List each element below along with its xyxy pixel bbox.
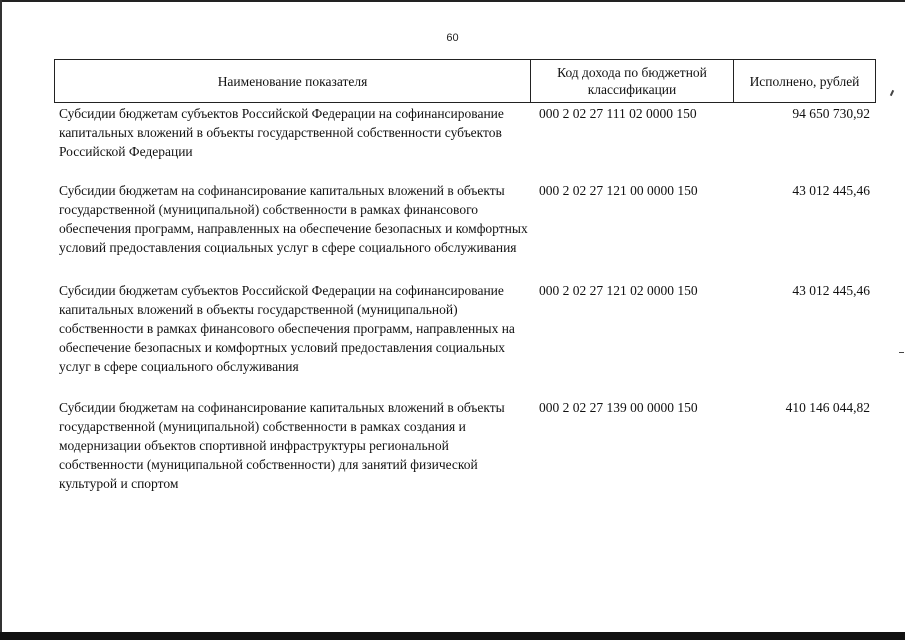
row-code: 000 2 02 27 139 00 0000 150: [539, 400, 698, 415]
header-code: Код дохода по бюджетной классификации: [531, 60, 734, 102]
header-name: Наименование показателя: [55, 60, 531, 102]
scan-mark: [899, 352, 904, 353]
row-name: Субсидии бюджетам субъектов Российской Федерации на софинансирование капитальных вложений в объекты государственной собственности субъектов Российской Федерации: [59, 106, 504, 159]
row-code: 000 2 02 27 121 00 0000 150: [539, 183, 698, 198]
header-amount: Исполнено, рублей: [749, 73, 860, 89]
scan-mark: [890, 90, 894, 96]
row-name: Субсидии бюджетам на софинансирование капитальных вложений в объекты государственной (муниципальной) собственности в рамках финансового обеспечения программ, направленных на обеспечение безопасных и комфортных условий предоставления социальных услуг в сфере социального обслуживания: [59, 183, 528, 255]
row-code: 000 2 02 27 121 02 0000 150: [539, 283, 698, 298]
scan-edge-left: [0, 0, 2, 640]
page-number: 60: [446, 32, 459, 44]
row-code: 000 2 02 27 111 02 0000 150: [539, 106, 697, 121]
row-name: Субсидии бюджетам субъектов Российской Федерации на софинансирование капитальных вложений в объекты государственной (муниципальной) собственности в рамках финансового обеспечения программ, направленных на обеспечение безопасных и комфортных условий предоставления социальных услуг в сфере социального обслуживания: [59, 283, 515, 374]
row-amount: 43 012 445,46: [792, 183, 870, 198]
row-amount: 43 012 445,46: [792, 283, 870, 298]
row-name: Субсидии бюджетам на софинансирование капитальных вложений в объекты государственной (муниципальной) собственности в рамках создания и модернизации объектов спортивной инфраструктуры региональной собственности (муниципальной собственности) для занятий физической культурой и спортом: [59, 400, 505, 491]
row-amount: 410 146 044,82: [785, 400, 870, 415]
scan-edge-bottom: [0, 632, 905, 640]
table-header: [54, 59, 876, 103]
scan-edge-top: [0, 0, 905, 2]
row-amount: 94 650 730,92: [792, 106, 870, 121]
